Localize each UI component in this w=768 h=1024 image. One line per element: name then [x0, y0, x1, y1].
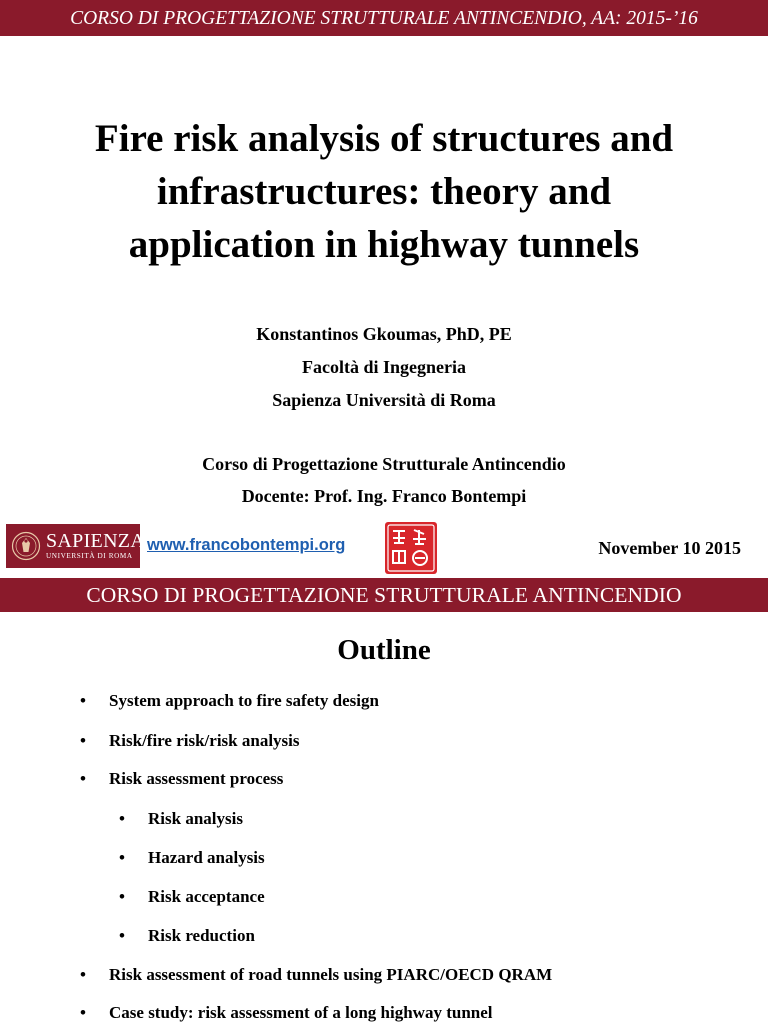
bullet-icon: • — [80, 965, 86, 984]
outline-item-text: Case study: risk assessment of a long highway tunnel — [109, 1003, 493, 1022]
title-line-2: infrastructures: theory and — [156, 170, 612, 213]
bullet-icon: • — [119, 926, 125, 945]
outline-item-text: Risk/fire risk/risk analysis — [109, 731, 300, 750]
presentation-title — [0, 112, 768, 271]
bullet-icon: • — [119, 887, 125, 906]
outline-item-text: System approach to fire safety design — [109, 691, 379, 710]
sapienza-logo-subtitle: UNIVERSITÀ DI ROMA — [46, 552, 133, 561]
presentation-date: November 10 2015 — [598, 538, 741, 558]
outline-item-text: Risk reduction — [148, 926, 255, 945]
bullet-icon: • — [119, 809, 125, 828]
author-name: Konstantinos Gkoumas, PhD, PE — [256, 324, 512, 344]
title-line-1: Fire risk analysis of structures and — [94, 117, 674, 160]
sapienza-logo — [6, 524, 146, 568]
outline-item-text: Risk assessment of road tunnels using PIARC/OECD QRAM — [109, 965, 553, 984]
bullet-icon: • — [80, 731, 86, 750]
website-link[interactable]: www.francobontempi.org — [147, 536, 346, 554]
outline-item-text: Hazard analysis — [148, 848, 265, 867]
sapienza-seal-icon — [11, 531, 41, 561]
author-faculty: Facoltà di Ingegneria — [302, 357, 466, 377]
course-banner-bottom — [0, 578, 768, 612]
bullet-icon: • — [80, 691, 86, 710]
outline-item-text: Risk assessment process — [109, 769, 284, 788]
course-banner-top-text: CORSO DI PROGETTAZIONE STRUTTURALE ANTINCENDIO, AA: 2015-’16 — [70, 8, 698, 29]
course-teacher: Docente: Prof. Ing. Franco Bontempi — [241, 486, 527, 506]
bullet-icon: • — [80, 769, 86, 788]
chinese-seal-stamp-icon — [384, 521, 438, 575]
outline-heading: Outline — [337, 634, 431, 666]
course-banner-bottom-text: CORSO DI PROGETTAZIONE STRUTTURALE ANTINCENDIO — [86, 583, 682, 607]
outline-item-text: Risk acceptance — [148, 887, 265, 906]
course-name: Corso di Progettazione Strutturale Antincendio — [202, 454, 566, 474]
sapienza-wordmark — [46, 531, 145, 560]
outline-item-text: Risk analysis — [148, 809, 243, 828]
title-line-3: application in highway tunnels — [128, 223, 640, 266]
author-university: Sapienza Università di Roma — [272, 390, 496, 410]
course-banner-top — [0, 0, 768, 36]
bullet-icon: • — [119, 848, 125, 867]
sapienza-logo-name: SAPIENZA — [46, 530, 146, 553]
bullet-icon: • — [80, 1003, 86, 1022]
